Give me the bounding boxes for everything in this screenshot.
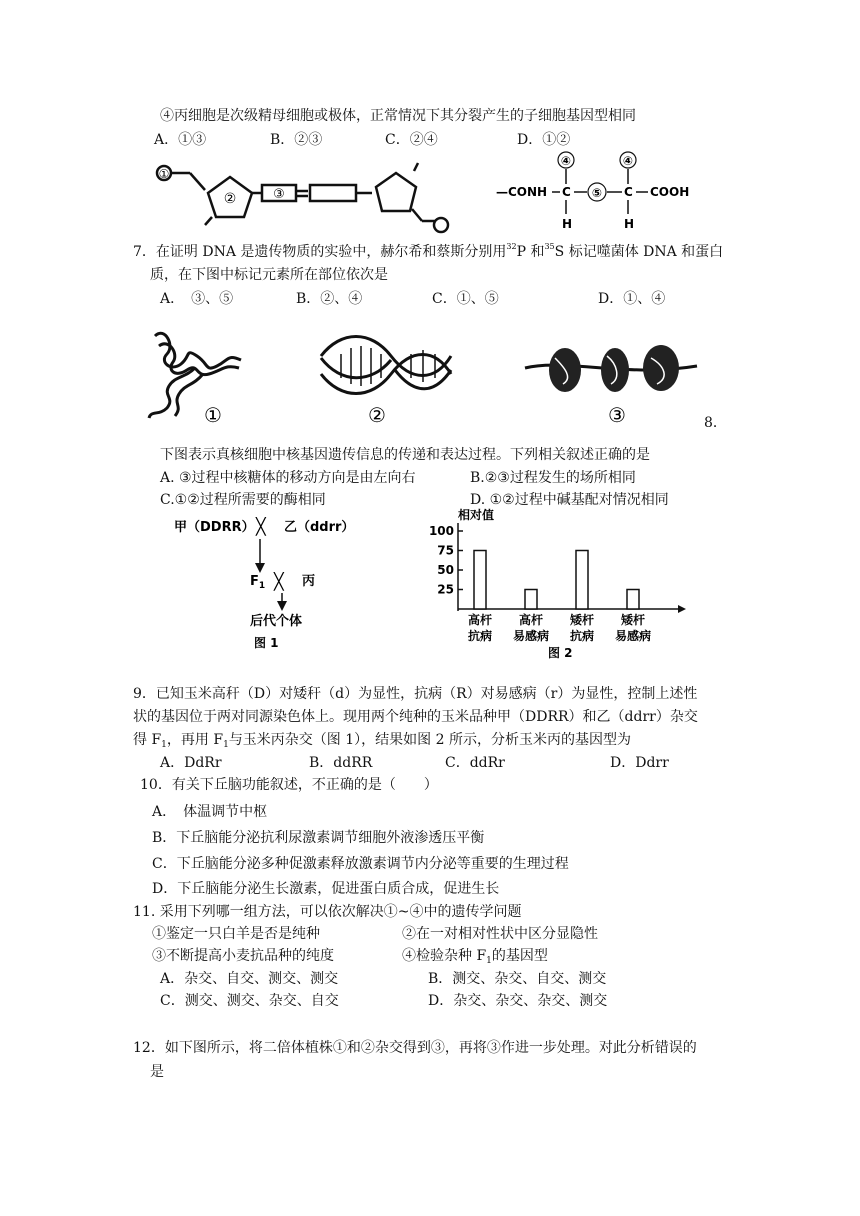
q7-option-b: B．②、④ [296, 291, 363, 307]
q10-option-d: D．下丘脑能分泌生长激素，促进蛋白质合成，促进生长 [152, 881, 500, 897]
q9-stem-line1: 9．已知玉米高秆（D）对矮秆（d）为显性，抗病（R）对易感病（r）为显性，控制上述性 [133, 686, 698, 702]
bar [627, 590, 639, 610]
peptide-h2: H [624, 217, 635, 231]
q9-option-a: A．DdRr [160, 755, 222, 771]
peptide-figure [490, 150, 700, 236]
f1-label: $F_1$ [250, 574, 266, 591]
x-category-label: 易感病 [614, 629, 652, 643]
q8-option-a: A. ③过程中核糖体的移动方向是由左向右 [160, 470, 416, 486]
y-tick-label: 100 [428, 524, 454, 538]
peptide-label-5: ⑤ [591, 186, 603, 200]
q6-option-d: D．①② [517, 132, 571, 148]
peptide-h1: H [562, 217, 573, 231]
q6-statement-4: ④丙细胞是次级精母细胞或极体，正常情况下其分裂产生的子细胞基因型相同 [160, 108, 636, 124]
x-category-label: 高杆 [467, 613, 493, 627]
peptide-c1: C [562, 185, 571, 199]
nucleotide-label-2: ② [223, 191, 237, 207]
q12-stem-line2: 是 [150, 1064, 164, 1080]
offspring-label: 后代个体 [250, 614, 303, 629]
q7-option-d: D．①、④ [598, 291, 666, 307]
q8-number: 8． [704, 415, 727, 431]
q11-option-d: D．杂交、杂交、杂交、测交 [428, 993, 608, 1009]
q9-option-d: D．Ddrr [610, 755, 669, 771]
peptide-label-4b: ④ [622, 154, 634, 168]
q11-option-c: C．测交、测交、杂交、自交 [160, 993, 339, 1009]
parent-yi: 乙（ddrr） [284, 520, 355, 535]
q12-stem-line1: 12．如下图所示，将二倍体植株①和②杂交得到③，再将③作进一步处理。对此分析错误的 [133, 1040, 697, 1056]
q10-option-a: A． 体温调节中枢 [152, 804, 268, 820]
cross-diagram [160, 513, 390, 653]
y-tick-label: 25 [437, 582, 454, 597]
x-category-label: 矮杆 [620, 613, 646, 627]
peptide-c2: C [624, 185, 633, 199]
x-category-label: 高杆 [518, 613, 544, 627]
nucleotide-figure [150, 155, 460, 235]
bar [576, 551, 588, 610]
q6-option-a: A．①③ [154, 132, 207, 148]
q8-option-d: D. ①②过程中碱基配对情况相同 [470, 492, 669, 508]
q9-stem-line3: 得 $F_1$，再用 $F_1$与玉米丙杂交（图 1），结果如图 2 所示，分析玉米丙的基因型为 [133, 732, 631, 750]
q6-option-b: B．②③ [270, 132, 323, 148]
bar-chart [420, 505, 690, 665]
peptide-cooh: COOH [650, 185, 690, 199]
nucleotide-label-1: ① [158, 167, 170, 181]
q8-stem: 下图表示真核细胞中核基因遗传信息的传递和表达过程。下列相关叙述正确的是 [160, 447, 650, 463]
q10-stem: 10．有关下丘脑功能叙述，不正确的是（ ） [140, 777, 438, 793]
q9-option-c: C．ddRr [445, 755, 505, 771]
q7-option-a: A． ③、⑤ [160, 291, 234, 307]
chart-ylabel: 相对值 [458, 508, 495, 522]
q11-stem: 11. 采用下列哪一组方法，可以依次解决①~④中的遗传学问题 [133, 904, 522, 920]
fig1-caption: 图 1 [254, 636, 279, 650]
chart-caption: 图 2 [548, 646, 573, 660]
bar [525, 590, 537, 610]
q6-option-c: C．②④ [385, 132, 438, 148]
parent-bing: 丙 [302, 574, 316, 589]
peptide-label-4a: ④ [560, 154, 572, 168]
q11-option-a: A．杂交、自交、测交、测交 [160, 971, 339, 987]
q8-option-b: B.②③过程发生的场所相同 [470, 470, 636, 486]
x-category-label: 抗病 [569, 629, 595, 643]
y-tick-label: 75 [437, 543, 454, 558]
q8-option-c: C.①②过程所需要的酶相同 [160, 492, 326, 508]
q11-item-1: ①鉴定一只白羊是否是纯种 [152, 926, 320, 942]
bar [474, 551, 486, 610]
q9-option-b: B．ddRR [309, 755, 373, 771]
peptide-conh: —CONH [496, 185, 548, 199]
dna-label-1: ① [204, 403, 222, 427]
nucleotide-label-3: ③ [273, 187, 285, 202]
dna-label-2: ② [368, 403, 386, 427]
q7-stem-line2: 质，在下图中标记元素所在部位依次是 [150, 267, 388, 283]
x-category-label: 易感病 [512, 629, 550, 643]
cross-symbol-2: ╳ [274, 572, 284, 591]
parent-jia: 甲（DDRR） [174, 520, 255, 535]
q9-stem-line2: 状的基因位于两对同源染色体上。现用两个纯种的玉米品种甲（DDRR）和乙（ddrr）杂交 [133, 709, 698, 725]
q10-option-b: B．下丘脑能分泌抗利尿激素调节细胞外液渗透压平衡 [152, 830, 485, 846]
dna-figure [145, 318, 710, 428]
cross-symbol-1: ╳ [256, 517, 266, 536]
x-category-label: 抗病 [467, 629, 493, 643]
q11-item-4: ④检验杂种 $F_1$的基因型 [402, 948, 548, 966]
dna-label-3: ③ [608, 403, 626, 427]
q11-item-3: ③不断提高小麦抗品种的纯度 [152, 948, 334, 964]
y-tick-label: 50 [437, 563, 454, 577]
q10-option-c: C．下丘脑能分泌多种促激素释放激素调节内分泌等重要的生理过程 [152, 856, 569, 872]
x-category-label: 矮杆 [569, 613, 595, 627]
q7-stem-line1: 7．在证明 DNA 是遗传物质的实验中，赫尔希和蔡斯分别用$^{32}$P 和$^{35}$S 标记噬菌体 DNA 和蛋白 [133, 242, 724, 260]
q7-option-c: C．①、⑤ [432, 291, 499, 307]
q11-item-2: ②在一对相对性状中区分显隐性 [402, 926, 598, 942]
q11-option-b: B．测交、杂交、自交、测交 [428, 971, 607, 987]
